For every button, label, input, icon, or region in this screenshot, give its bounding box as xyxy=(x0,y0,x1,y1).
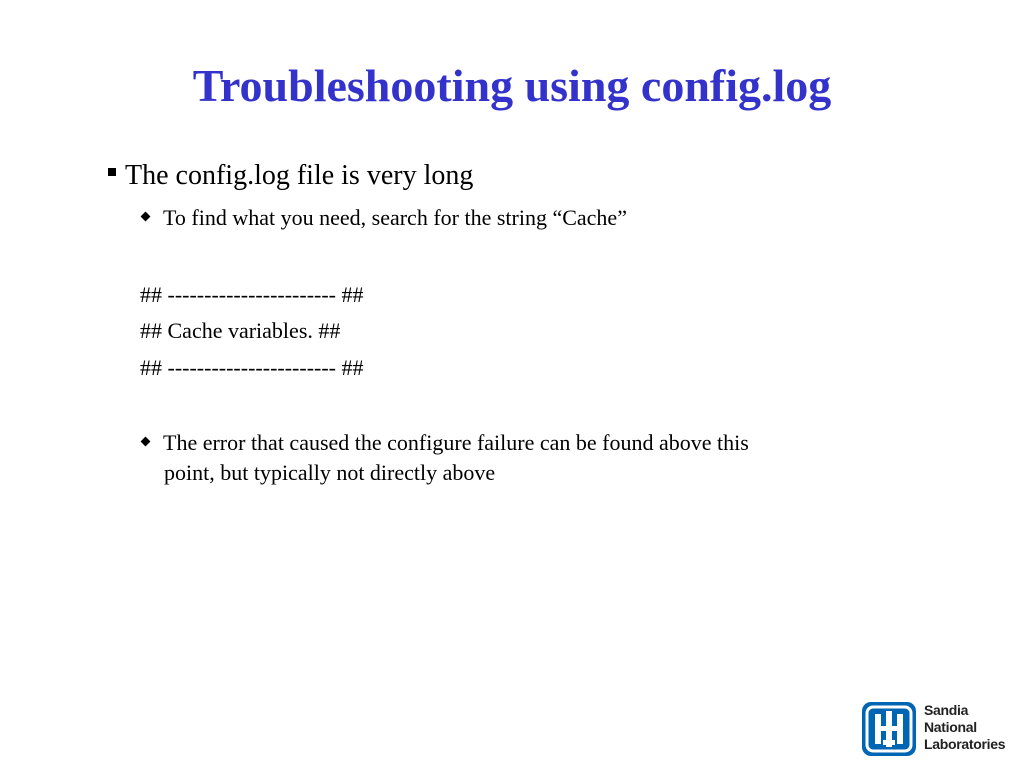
logo-line-3: Laboratories xyxy=(924,736,1006,752)
sub-bullet-2-text-line-1: The error that caused the configure failure can be found above this xyxy=(163,430,749,455)
bullet-1-text: The config.log file is very long xyxy=(125,160,474,191)
square-bullet-icon xyxy=(108,168,116,176)
logo-line-1: Sandia xyxy=(924,702,969,718)
logo-line-2: National xyxy=(924,719,977,735)
sub-bullet-1-text: To find what you need, search for the string “Cache” xyxy=(163,205,627,230)
logo-wordmark xyxy=(924,702,1005,753)
code-line-2: ## Cache variables. ## xyxy=(140,318,341,343)
slide-title: Troubleshooting using config.log xyxy=(192,60,832,111)
diamond-bullet-icon xyxy=(141,437,151,447)
sub-bullet-item-2 xyxy=(140,428,749,458)
code-line-1: ## ----------------------- ## xyxy=(140,282,364,307)
code-line-3: ## ----------------------- ## xyxy=(140,355,364,380)
sub-bullet-2-text-line-2: point, but typically not directly above xyxy=(164,460,496,485)
sandia-thunderbird-icon xyxy=(862,702,916,756)
sandia-logo xyxy=(862,700,1007,758)
diamond-bullet-icon xyxy=(141,212,151,222)
sub-bullet-item-1 xyxy=(140,203,627,233)
bullet-item-1 xyxy=(108,158,473,194)
